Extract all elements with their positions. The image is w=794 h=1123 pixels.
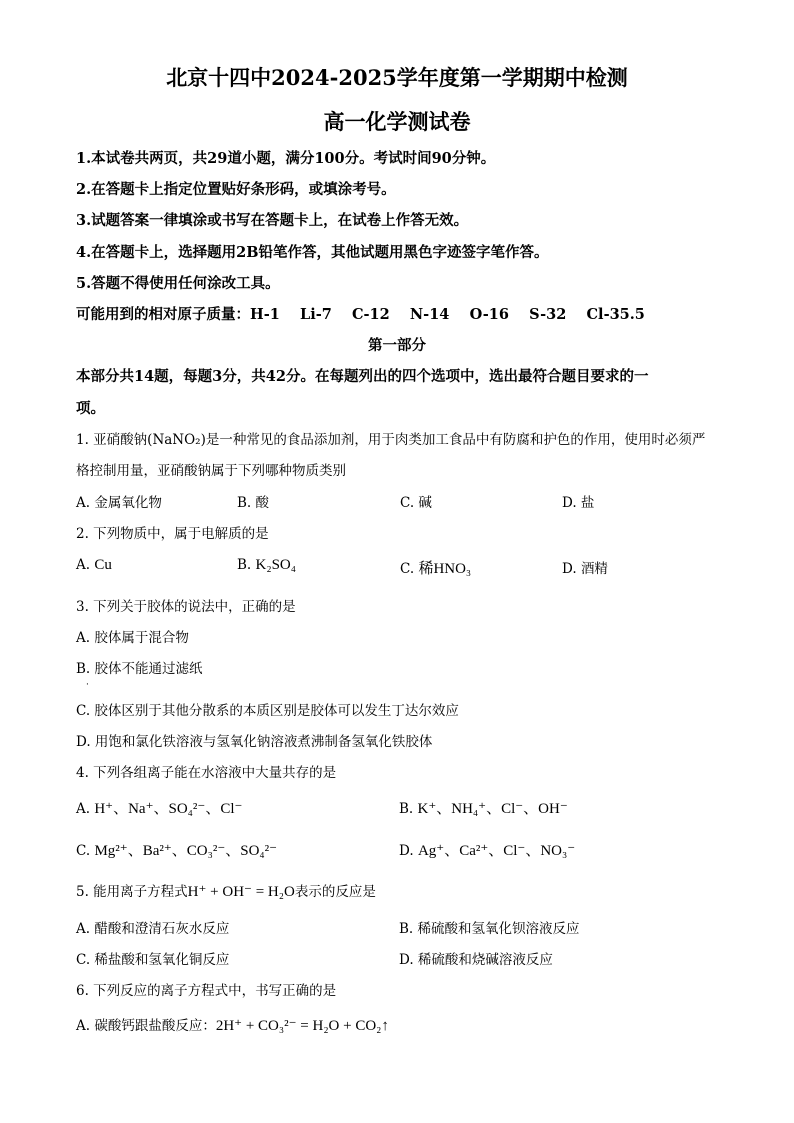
q3-option-c: C. 胶体区别于其他分散系的本质区别是胶体可以发生丁达尔效应 xyxy=(76,703,459,719)
instruction-4: 4.在答题卡上，选择题用2B铅笔作答，其他试题用黑色字迹签字笔作答。 xyxy=(76,244,549,261)
instruction-1: 1.本试卷共两页，共29道小题，满分100分。考试时间90分钟。 xyxy=(76,150,496,167)
q5-stem-equation: H⁺ + OH⁻ = H₂O xyxy=(187,884,295,900)
q4-option-a-label: A. xyxy=(76,801,91,817)
q5-option-c: C. 稀盐酸和氢氧化铜反应 xyxy=(76,952,230,968)
q1-option-c: C. 碱 xyxy=(400,495,432,511)
q2-stem: 2. 下列物质中，属于电解质的是 xyxy=(76,526,269,542)
q6-option-a-prefix: A. 碳酸钙跟盐酸反应： xyxy=(76,1018,216,1034)
q4-option-a xyxy=(76,797,242,818)
section-title: 第一部分 xyxy=(368,337,426,354)
q4-option-a-text: H⁺、Na⁺、SO₄²⁻、Cl⁻ xyxy=(94,801,243,817)
q5-option-d: D. 稀硫酸和烧碱溶液反应 xyxy=(399,952,553,968)
q4-option-d-label: D. xyxy=(399,843,414,859)
q2-option-a xyxy=(76,557,112,574)
q4-option-c-text: Mg²⁺、Ba²⁺、CO₃²⁻、SO₄²⁻ xyxy=(94,843,278,859)
q5-stem-suffix: 表示的反应是 xyxy=(294,884,376,900)
exam-title: 北京十四中2024-2025学年度第一学期期中检测 xyxy=(166,65,628,90)
q4-option-d xyxy=(399,839,575,860)
q3-stem: 3. 下列关于胶体的说法中，正确的是 xyxy=(76,599,296,615)
q2-option-c xyxy=(400,557,471,578)
q2-option-c-label: C. xyxy=(400,561,415,577)
q6-stem: 6. 下列反应的离子方程式中，书写正确的是 xyxy=(76,983,337,999)
instruction-5: 5.答题不得使用任何涂改工具。 xyxy=(76,275,280,292)
section-intro-line2: 项。 xyxy=(76,400,105,417)
q4-option-c-label: C. xyxy=(76,843,91,859)
instruction-3: 3.试题答案一律填涂或书写在答题卡上，在试卷上作答无效。 xyxy=(76,212,469,229)
q4-option-d-text: Ag⁺、Ca²⁺、Cl⁻、NO₃⁻ xyxy=(417,843,576,859)
q2-option-b xyxy=(237,557,296,574)
q6-option-a-equation: 2H⁺ + CO₃²⁻ = H₂O + CO₂↑ xyxy=(215,1018,389,1034)
q6-option-a xyxy=(76,1014,389,1035)
atomic-masses: 可能用到的相对原子质量：H-1 Li-7 C-12 N-14 O-16 S-32 Cl-35.5 xyxy=(76,306,645,323)
q5-option-b: B. 稀硫酸和氢氧化钡溶液反应 xyxy=(399,921,580,937)
instruction-2: 2.在答题卡上指定位置贴好条形码，或填涂考号。 xyxy=(76,181,396,198)
q2-option-d xyxy=(562,557,608,577)
q2-option-b-text: K₂SO₄ xyxy=(255,557,296,573)
q2-option-d-label: D. xyxy=(562,561,577,577)
stray-dot: · xyxy=(86,680,89,690)
q4-option-b-label: B. xyxy=(399,801,414,817)
q1-stem-line1: 1. 亚硝酸钠(NaNO₂)是一种常见的食品添加剂，用于肉类加工食品中有防腐和护色的作用，使用时必须严 xyxy=(76,432,706,448)
q2-option-c-text: 稀HNO₃ xyxy=(418,561,472,577)
q1-stem-line2: 格控制用量，亚硝酸钠属于下列哪种物质类别 xyxy=(76,463,346,479)
q5-option-a: A. 醋酸和澄清石灰水反应 xyxy=(76,921,230,937)
q5-stem-prefix: 5. 能用离子方程式 xyxy=(76,884,188,900)
section-intro-line1: 本部分共14题，每题3分，共42分。在每题列出的四个选项中，选出最符合题目要求的一 xyxy=(76,368,649,385)
q1-option-b: B. 酸 xyxy=(237,495,270,511)
q3-option-a: A. 胶体属于混合物 xyxy=(76,630,189,646)
exam-subtitle: 高一化学测试卷 xyxy=(323,109,471,134)
q2-option-a-label: A. xyxy=(76,557,91,573)
q2-option-d-text: 酒精 xyxy=(580,561,608,577)
q4-option-b xyxy=(399,797,568,818)
q4-option-c xyxy=(76,839,277,860)
q5-stem xyxy=(76,880,376,901)
q2-option-b-label: B. xyxy=(237,557,252,573)
q4-option-b-text: K⁺、NH₄⁺、Cl⁻、OH⁻ xyxy=(417,801,568,817)
q3-option-b: B. 胶体不能通过滤纸 xyxy=(76,661,203,677)
q2-option-a-text: Cu xyxy=(94,557,112,573)
q4-stem: 4. 下列各组离子能在水溶液中大量共存的是 xyxy=(76,765,337,781)
q1-option-a: A. 金属氧化物 xyxy=(76,495,162,511)
q3-option-d: D. 用饱和氯化铁溶液与氢氧化钠溶液煮沸制备氢氧化铁胶体 xyxy=(76,734,433,750)
q1-option-d: D. 盐 xyxy=(562,495,595,511)
